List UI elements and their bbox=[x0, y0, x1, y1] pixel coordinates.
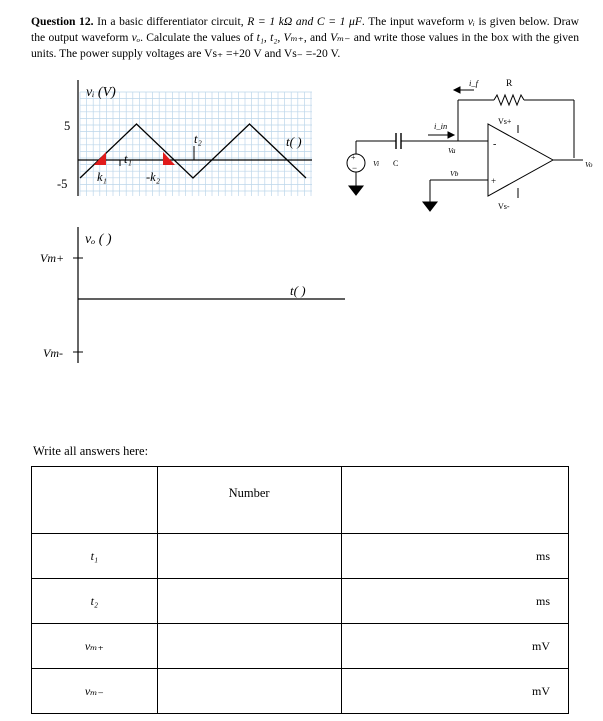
row-name: vₘ₋ bbox=[32, 669, 158, 714]
answer-input-vm-plus[interactable] bbox=[157, 624, 341, 669]
row-name: vₘ₊ bbox=[32, 624, 158, 669]
component-values: R = 1 kΩ and C = 1 μF bbox=[247, 15, 362, 28]
answer-table bbox=[31, 466, 569, 714]
answer-table-header-row bbox=[32, 467, 569, 534]
vs-minus-label: Vs- bbox=[498, 202, 510, 211]
svg-text:+: + bbox=[351, 153, 356, 162]
question-number: Question 12. bbox=[31, 15, 94, 28]
row-unit: mV bbox=[341, 624, 568, 669]
opamp-minus: - bbox=[493, 139, 497, 150]
output-t-axis-label: t( ) bbox=[290, 283, 306, 298]
feedback-resistor bbox=[494, 95, 524, 105]
vm-plus-label: Vm+ bbox=[40, 251, 65, 265]
tick-label-5: 5 bbox=[64, 119, 71, 133]
if-label: i_f bbox=[469, 78, 478, 88]
opamp-plus: + bbox=[491, 176, 497, 186]
output-graph bbox=[40, 227, 345, 363]
circuit-labels bbox=[373, 78, 593, 211]
k2-label: -k₂ bbox=[146, 170, 161, 184]
triangle-waveform bbox=[80, 124, 306, 178]
va-label: Va bbox=[448, 146, 456, 155]
output-y-label: vₒ ( ) bbox=[85, 232, 112, 247]
answer-row-t1 bbox=[32, 534, 569, 579]
input-y-label: vᵢ (V) bbox=[86, 85, 116, 100]
iin-label: i_in bbox=[434, 121, 448, 131]
answer-row-vm-plus bbox=[32, 624, 569, 669]
answer-input-t1[interactable] bbox=[157, 534, 341, 579]
number-header: Number bbox=[157, 467, 341, 534]
row-unit: ms bbox=[341, 534, 568, 579]
row-unit: mV bbox=[341, 669, 568, 714]
c-label: C bbox=[393, 159, 399, 168]
row-name: t₂ bbox=[32, 579, 158, 624]
vb-label: Vb bbox=[450, 169, 459, 178]
vm-minus-label: Vm- bbox=[43, 346, 63, 360]
k1-label: k₁ bbox=[97, 170, 107, 184]
answer-prompt: Write all answers here: bbox=[33, 444, 149, 458]
vi-label: Vi bbox=[373, 159, 380, 168]
row-unit: ms bbox=[341, 579, 568, 624]
op-amp bbox=[488, 124, 553, 196]
r-label: R bbox=[506, 79, 513, 89]
differentiator-circuit bbox=[347, 87, 583, 211]
input-graph bbox=[57, 80, 312, 196]
input-t-axis-label: t( ) bbox=[286, 134, 302, 149]
t1-label: t₁ bbox=[124, 152, 132, 166]
t2-label: t₂ bbox=[194, 132, 202, 146]
answer-row-t2 bbox=[32, 579, 569, 624]
svg-text:−: − bbox=[352, 163, 358, 173]
question-text: Question 12. In a basic differentiator circuit, R = 1 kΩ and C = 1 μF. The input waveform vᵢ is given below. Draw the output waveform vₒ. Calculate the values of t₁, t₂, Vₘ₊, and Vₘ₋ and write those values in the box with the given units. The power supply voltages are Vs₊ =+20 V and Vs₋ =-20 V. bbox=[31, 15, 579, 60]
vs-plus-label: Vs+ bbox=[498, 117, 512, 126]
answer-row-vm-minus bbox=[32, 669, 569, 714]
answer-input-t2[interactable] bbox=[157, 579, 341, 624]
answer-input-vm-minus[interactable] bbox=[157, 669, 341, 714]
tick-label-minus-5: -5 bbox=[57, 177, 68, 191]
vo-label: Vo bbox=[585, 160, 593, 169]
row-name: t₁ bbox=[32, 534, 158, 579]
